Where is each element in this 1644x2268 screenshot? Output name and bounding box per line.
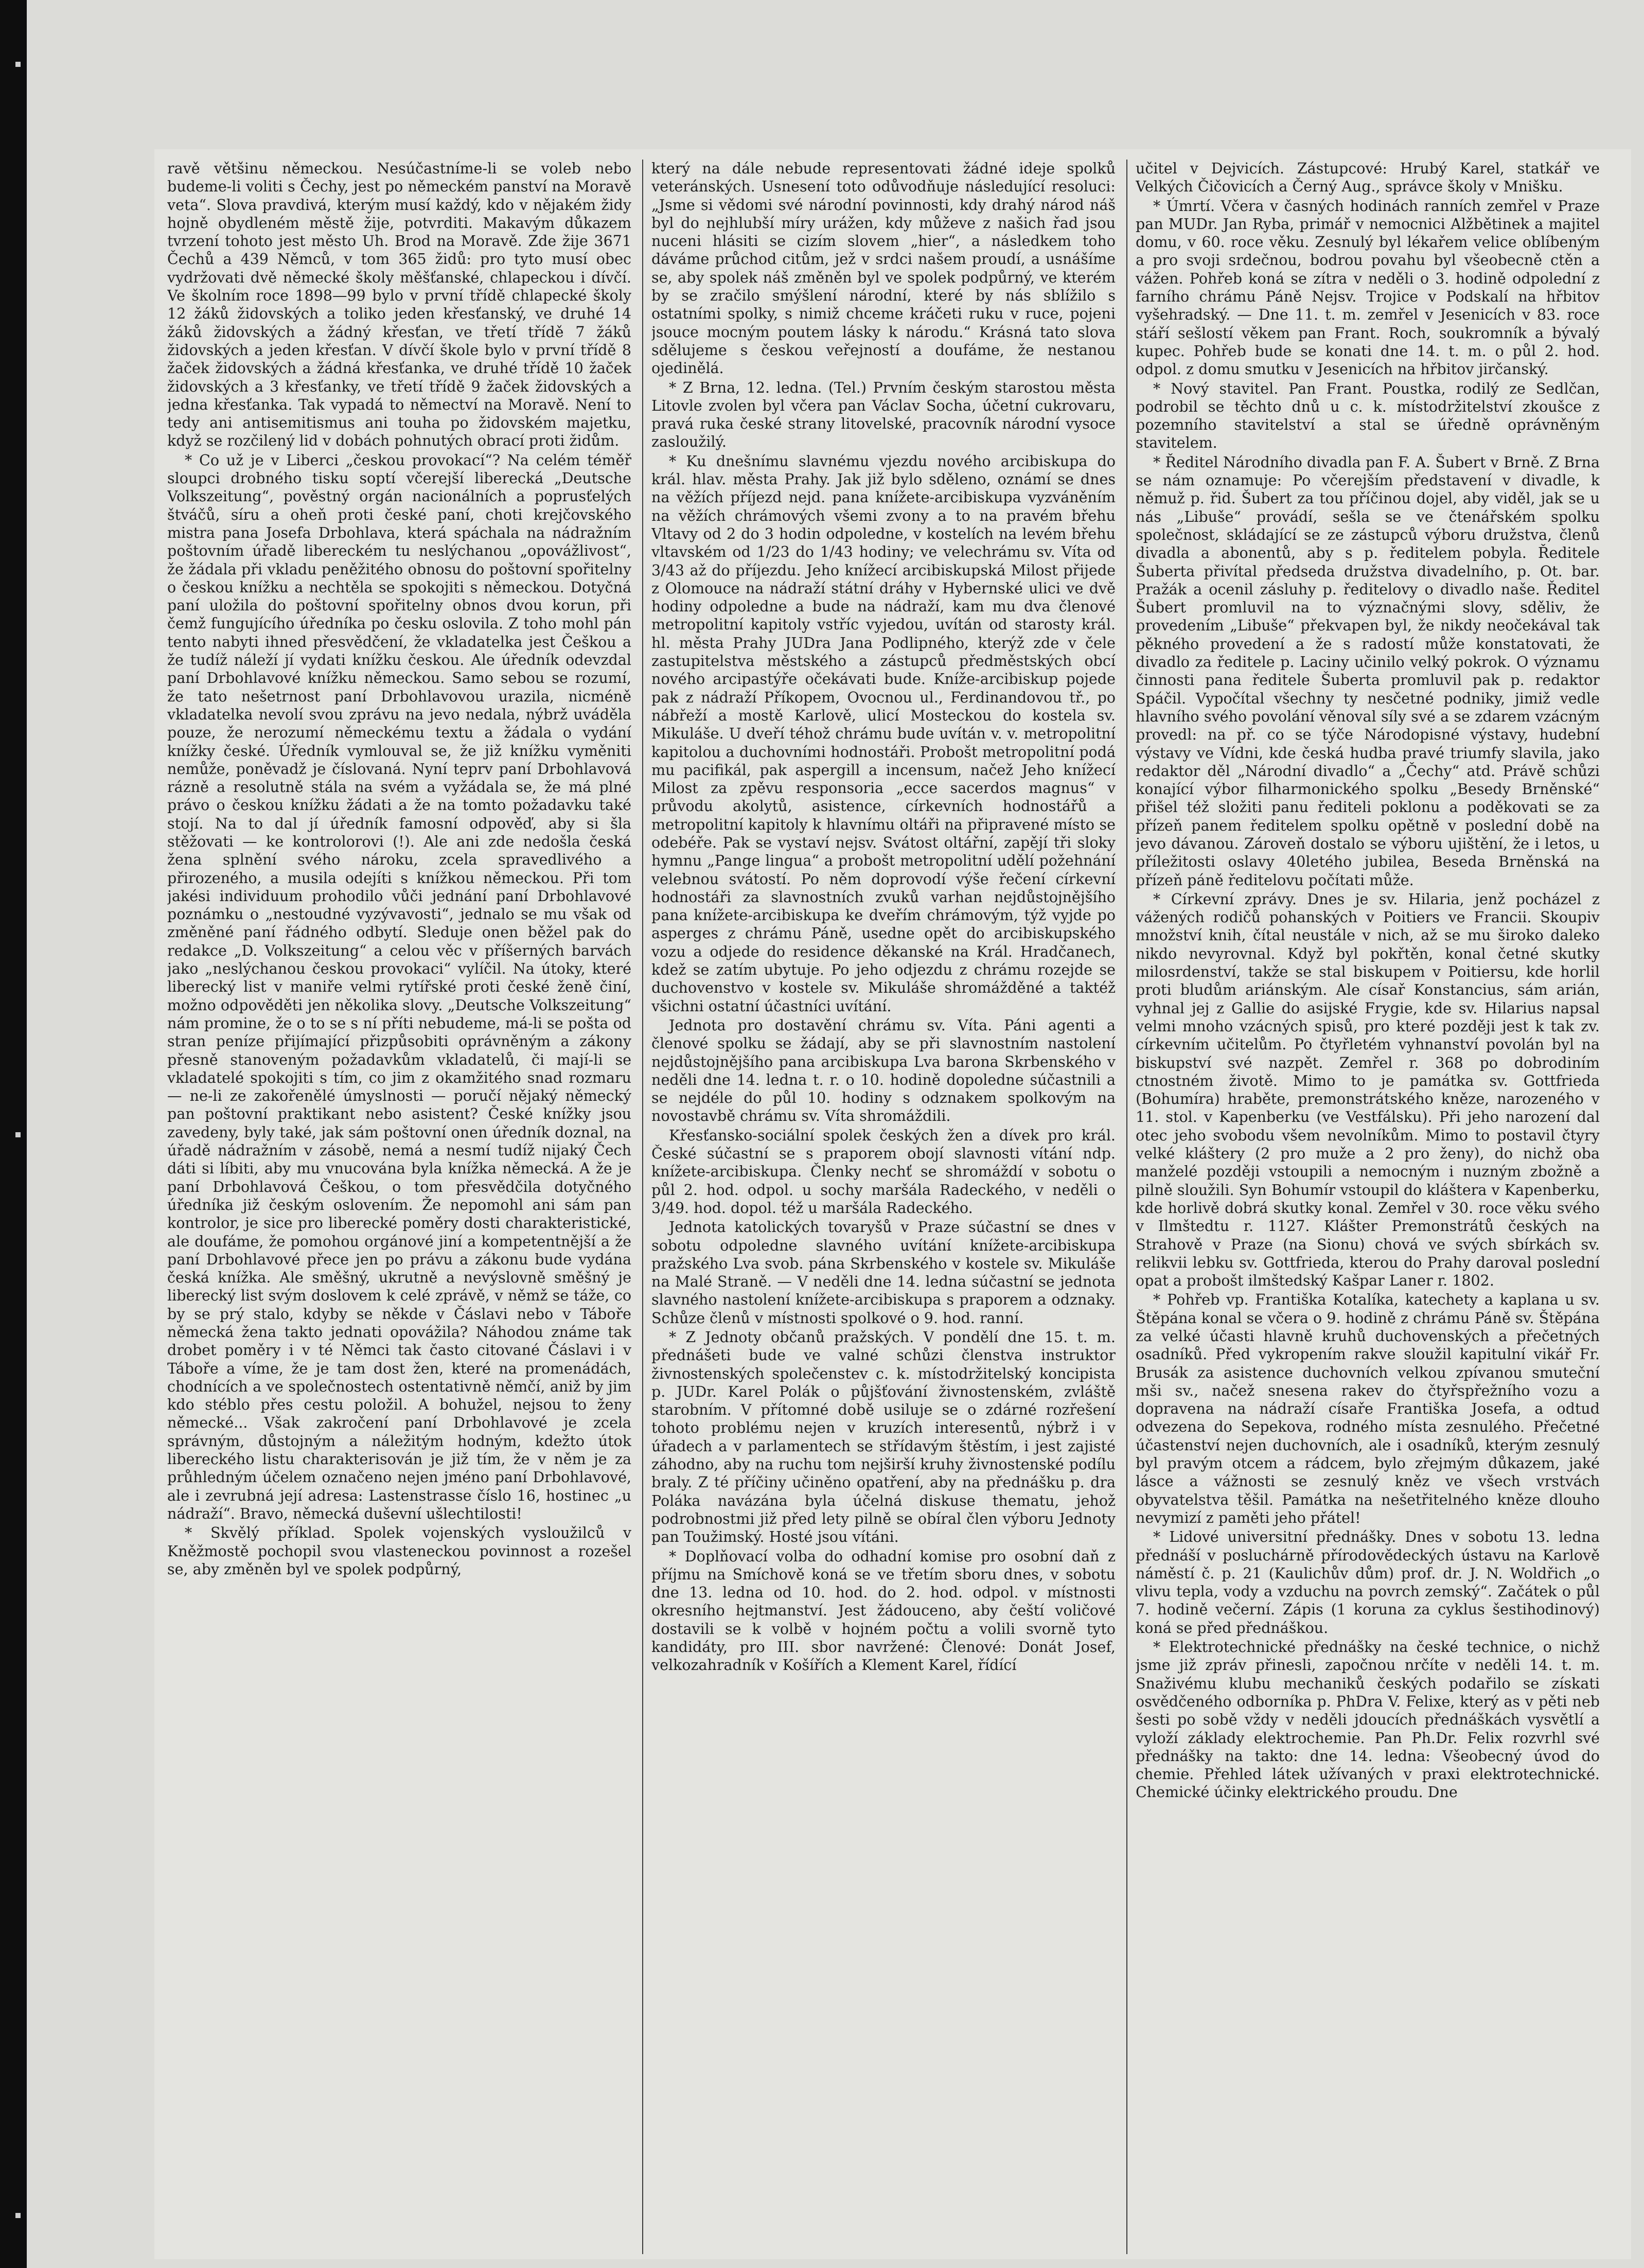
- text-column-middle: [651, 160, 1116, 2259]
- article-paragraph: ravě většinu německou. Nesúčastníme-li se voleb nebo budeme-li voliti s Čechy, jest po německém panství na Moravě veta“. Slova pravdivá, kterým musí každý, kdo v nějakém židy hojně obydleném městě žije, potvrditi. Makavým důkazem tvrzení tohoto jest město Uh. Brod na Moravě. Zde žije 3671 Čechů a 439 Němců, v tom 365 židů: pro tyto musí obec vydržovati dvě německé školy měšťanské, chlapeckou i dívčí. Ve školním roce 1898—99 bylo v první třídě chlapecké školy 12 žáků židovských a toliko jeden křesťanský, ve druhé 14 žáků židovských a žádný křesťan, ve třetí třídě 7 žáků židovských a jeden křesťan. V dívčí škole bylo v první třídě 8 žaček židovských a žádná křesťanka, ve druhé třídě 10 žaček židovských a 3 křesťanky, ve třetí třídě 9 žaček židovských a jedna křesťanka. Tak vypadá to němectví na Moravě. Není to tedy ani antisemitismus ani touha po židovském majetku, když se rozčilený lid v dobách pohnutých obrací proti židům.: [167, 160, 631, 450]
- article-paragraph: * Ředitel Národního divadla pan F. A. Šubert v Brně. Z Brna se nám oznamuje: Po včerejším představení v divadle, k němuž p. řid. Šubert za tou příčinou dojel, aby viděl, jak se u nás „Libuše“ provádí, sešla se ve čtenářském spolku společnost, skládající se ze zástupců výboru družstva, členů divadla a abonentů, aby s p. ředitelem pobyla. Ředitele Šuberta přivítal předseda družstva divadelního, p. Ot. bar. Pražák a ocenil zásluhy p. ředitelovy o divadlo naše. Ředitel Šubert promluvil na to význačnými slovy, sděliv, že provedením „Libuše“ překvapen byl, že nikdy neočekával tak pěkného provedení a že s radostí může konstatovati, že divadlo za ředitele p. Laciny učinilo velký pokrok. O významu činnosti pana ředitele Šuberta promluvil pak p. redaktor Spáčil. Vypočítal všechny ty nesčetné podniky, jimiž vedle hlavního svého povolání věnoval síly své a se zdarem vzácným provedl: na př. co se týče Národopisné výstavy, hudební výstavy ve Vídni, kde česká hudba pravé triumfy slavila, jako redaktor děl „Národní divadlo“ a „Čechy“ atd. Právě schůzi konající výbor filharmonického spolku „Besedy Brněnské“ přišel též složiti panu řediteli poklonu a poděkovati se za přízeň panem ředitelem spolku opětně v poslední době na jevo dávanou. Zároveň dostalo se výboru ujištění, že i letos, u příležitosti oslavy 40letého jubilea, Beseda Brněnská na přízeň páně ředitelovu počítati může.: [1136, 453, 1600, 889]
- article-paragraph: Jednota pro dostavění chrámu sv. Víta. Páni agenti a členové spolku se žádají, aby se při slavnostním nastolení nejdůstojnějšího pana arcibiskupa Lva barona Skrbenského v neděli dne 14. ledna t. r. o 10. hodině dopoledne súčastnili a se nejdéle do půl 10. hodiny s odznakem spolkovým na novostavbě chrámu sv. Víta shromáždili.: [651, 1016, 1116, 1125]
- article-paragraph: * Nový stavitel. Pan Frant. Poustka, rodilý ze Sedlčan, podrobil se těchto dnů u c. k. místodržitelství zkoušce z pozemního stavitelství a stal se úředně oprávněným stavitelem.: [1136, 380, 1600, 452]
- article-paragraph: * Skvělý příklad. Spolek vojenských vysloužilců v Kněžmostě pochopil svou vlasteneckou povinnost a rozešel se, aby změněn byl ve spolek podpůrný,: [167, 1524, 631, 1578]
- article-paragraph: * Elektrotechnické přednášky na české technice, o nichž jsme již zpráv přinesli, započnou nrčíte v neděli 14. t. m. Snaživému klubu mechaniků českých podařilo se získati osvědčeného odborníka p. PhDra V. Felixe, který as v pěti neb šesti po sobě vždy v neděli jdoucích přednáškách vysvětlí a vyloží základy elektrochemie. Pan Ph.Dr. Felix rozvrhl své přednášky na takto: dne 14. ledna: Všeobecný úvod do chemie. Přehled látek užívaných v praxi elektrotechnické. Chemické účinky elektrického proudu. Dne: [1136, 1639, 1600, 1801]
- article-paragraph: * Církevní zprávy. Dnes je sv. Hilaria, jenž pocházel z vážených rodičů pohanských v Poitiers ve Francii. Skoupiv množství knih, čítal neustále v nich, až se mu široko daleko nikdo nevyrovnal. Když byl pokřtěn, konal četné skutky milosrdenství, takže se stal biskupem v Poitiersu, kde horlil proti bludům ariánským. Ale císař Konstancius, sám arián, vyhnal jej z Gallie do asijské Frygie, kde sv. Hilarius napsal velmi mnoho vzácných spisů, pro které později jest k tak zv. církevním učitelům. Po čtyřletém vyhnanství povolán byl na biskupství své nazpět. Zemřel r. 368 po dobrodiním ctnostném životě. Mimo to je památka sv. Gottfrieda (Bohumíra) hraběte, premonstrátského kněze, narozeného v 11. stol. v Kapenberku (ve Vestfálsku). Při jeho narození dal otec jeho svobodu všem nevolníkům. Mimo to postavil čtyry velké kláštery (2 pro muže a 2 pro ženy), do nichž oba manželé později vstoupili a nemocným i nuzným zbožně a pilně sloužili. Syn Bohumír vstoupil do kláštera v Kapenberku, kde horlivě dobrá skutky konal. Zemřel v 30. roce věku svého v Ilmštedtu r. 1127. Klášter Premonstrátů českých na Strahově v Praze (na Sionu) chová ve svých sbírkách sv. relikvii lebku sv. Gottfrieda, kterou do Prahy daroval poslední opat a probošt ilmštedský Kašpar Laner r. 1802.: [1136, 890, 1600, 1290]
- scan-edge-mark: [15, 1132, 21, 1137]
- column-divider: [1126, 160, 1127, 2254]
- article-paragraph: * Ku dnešnímu slavnému vjezdu nového arcibiskupa do král. hlav. města Prahy. Jak již bylo sděleno, oznámí se dnes na věžích příjezd nejd. pana knížete-arcibiskupa vyzváněním na věžích chrámových všemi zvony a to na pravém břehu Vltavy od 2 do 3 hodin odpoledne, v kostelích na levém břehu vltavském od 1/23 do 1/43 hodiny; ve velechrámu sv. Víta od 3/43 až do příjezdu. Jeho knížecí arcibiskupská Milost přijede z Olomouce na nádraží státní dráhy v Hybernské ulici ve dvě hodiny odpoledne a bude na nádraží, kam mu dva členové metropolitní kapitoly vstříc vyjedou, uvítán od starosty král. hl. města Prahy JUDra Jana Podlipného, kterýž zde v čele zastupitelstva městského a zástupců předměstských obcí nového arcipastýře očekávati bude. Kníže-arcibiskup pojede pak z nádraží Příkopem, Ovocnou ul., Ferdinandovou tř., po nábřeží a mostě Karlově, ulicí Mosteckou do kostela sv. Mikuláše. U dveří téhož chrámu bude uvítán v. v. metropolitní kapitolou a duchovními hodnostáři. Probošt metropolitní podá mu pacifikál, pak aspergill a incensum, načež Jeho knížecí Milost za zpěvu responsoria „ecce sacerdos magnus“ v průvodu akolytů, asistence, církevních hodnostářů a metropolitní kapitoly k hlavnímu oltáři na připravené místo se odebéře. Pak se vystaví nejsv. Svátost oltářní, zapějí tři sloky hymnu „Pange lingua“ a probošt metropolitní udělí požehnání velebnou svátostí. Po něm doprovodí výše řečení církevní hodnostáři za slavnostních zvuků varhan nejdůstojnějšího pana knížete-arcibiskupa ke dveřím chrámovým, týž vyjde po asperges z chrámu Páně, usedne opět do arcibiskupského vozu a odjede do residence děkanské na Král. Hradčanech, kdež se zatím ubytuje. Po jeho odjezdu z chrámu rozejde se duchovenstvo v kostele sv. Mikuláše shromážděné a taktéž všichni ostatní účastníci uvítání.: [651, 452, 1116, 1015]
- article-paragraph: * Doplňovací volba do odhadní komise pro osobní daň z příjmu na Smíchově koná se ve třetím sboru dnes, v sobotu dne 13. ledna od 10. hod. do 2. hod. odpol. v místnosti okresního hejtmanství. Jest žádouceno, aby čeští voličové dostavili se k volbě v hojném počtu a volili svorně tyto kandidáty, pro III. sbor navržené: Členové: Donát Josef, velkozahradník v Košířích a Klement Karel, řídící: [651, 1548, 1116, 1674]
- article-paragraph: * Pohřeb vp. Františka Kotalíka, katechety a kaplana u sv. Štěpána konal se včera o 9. hodině z chrámu Páně sv. Štěpána za velké účasti hlavně kruhů duchovenských a přečetných osadníků. Před vykropením rakve sloužil kapitulní vikář Fr. Brusák za asistence duchovních velkou zpívanou smuteční mši sv., načež snesena rakev do čtyřspřežního vozu a dopravena na nádraží císaře Františka Josefa, a odtud odvezena do Sepekova, rodného místa zesnulého. Přečetné účastenství nejen duchovních, ale i osadníků, kterým zesnulý byl pravým otcem a rádcem, bylo zřejmým důkazem, jaké lásce a vážnosti se zesnulý kněz ve všech vrstvách obyvatelstva těšil. Památka na nešetřitelného kněze dlouho nevymizí z paměti jeho přátel!: [1136, 1291, 1600, 1526]
- article-paragraph: který na dále nebude representovati žádné ideje spolků veteránských. Usnesení toto odůvodňuje následující resoluci: „Jsme si vědomi své národní povinnosti, kdy drahý národ náš byl do nejhlubší míry urážen, kdy můževe z našich řad jsou nuceni hlásiti se cizím slovem „hier“, a následkem toho dáváme průchod citům, jež v srdci našem proudí, a usnášíme se, aby spolek náš změněn byl ve spolek podpůrný, ve kterém by se zračilo smýšlení národní, které by nás sblížilo s ostatními spolky, s nimiž chceme kráčeti ruku v ruce, pojeni jsouce mocným poutem lásky k národu.“ Krásná tato slova sdělujeme s českou veřejností a doufáme, že nestanou ojedinělá.: [651, 160, 1116, 377]
- scan-edge-mark: [15, 62, 21, 67]
- article-paragraph: Jednota katolických tovaryšů v Praze súčastní se dnes v sobotu odpoledne slavného uvítání knížete-arcibiskupa pražského Lva svob. pána Skrbenského v kostele sv. Mikuláše na Malé Straně. — V neděli dne 14. ledna súčastní se jednota slavného nastolení knížete-arcibiskupa s praporem a odznaky. Schůze členů v místnosti spolkové o 9. hod. ranní.: [651, 1219, 1116, 1327]
- article-paragraph: Křesťansko-sociální spolek českých žen a dívek pro král. České súčastní se s praporem obojí slavnosti vítání ndp. knížete-arcibiskupa. Členky nechť se shromáždí v sobotu o půl 2. hod. odpol. u sochy maršála Radeckého, v neděli o 3/49. hod. dopol. též u maršála Radeckého.: [651, 1127, 1116, 1217]
- scan-edge-strip: [0, 0, 27, 2268]
- article-paragraph: * Úmrtí. Včera v časných hodinách ranních zemřel v Praze pan MUDr. Jan Ryba, primář v nemocnici Alžbětinek a majitel domu, v 60. roce věku. Zesnulý byl lékařem velice oblíbeným a pro svoji srdečnou, bodrou povahu byl všeobecně ctěn a vážen. Pohřeb koná se zítra v neděli o 3. hodině odpolední z farního chrámu Páně Nejsv. Trojice v Podskalí na hřbitov vyšehradský. — Dne 11. t. m. zemřel v Jesenicích v 83. roce stáří sešlostí věkem pan Frant. Roch, soukromník a bývalý kupec. Pohřeb bude se konati dne 14. t. m. o půl 2. hod. odpol. z domu smutku v Jesenicích na hřbitov jirčanský.: [1136, 197, 1600, 378]
- text-column-left: [167, 160, 631, 2259]
- article-paragraph: * Z Jednoty občanů pražských. V pondělí dne 15. t. m. přednášeti bude ve valné schůzi členstva instruktor živnostenských společenstev c. k. místodržitelský koncipista p. JUDr. Karel Polák o půjšťování živnostenském, zvláště starobním. V přítomné době usiluje se o zdárné rozřešení tohoto problému nejen v kruzích interesentů, nýbrž i v úřadech a v parlamentech se střídavým štěstím, i jest zajisté záhodno, aby na ruchu tom nejširší kruhy živnostenské podílu braly. Z té příčiny učiněno opatření, aby na přednášku p. dra Poláka navázána byla účelná diskuse thematu, jehož podrobnostmi již před lety pilně se obíral člen výboru Jednoty pan Toužimský. Hosté jsou vítáni.: [651, 1329, 1116, 1546]
- article-paragraph: * Z Brna, 12. ledna. (Tel.) Prvním českým starostou města Litovle zvolen byl včera pan Václav Socha, účetní cukrovaru, pravá ruka české strany litovelské, pracovník národní vysoce zasloužilý.: [651, 379, 1116, 451]
- newspaper-page: [154, 149, 1631, 2259]
- scan-edge-mark: [15, 2213, 21, 2218]
- article-paragraph: * Co už je v Liberci „českou provokací“? Na celém téměř sloupci drobného tisku soptí včerejší liberecká „Deutsche Volkszeitung“, pověstný orgán nacionálních a poprusťelých štváčů, síru a oheň proti české paní, choti krejčovského mistra pana Josefa Drbohlava, která spáchala na nádražním poštovním úřadě libereckém tu neslýchanou „opovážlivost“, že žádala při vkladu peněžitého obnosu do poštovní spořitelny o českou knížku a nechtěla se spokojiti s německou. Dotyčná paní uložila do poštovní spořitelny obnos dvou korun, při čemž fungujícího úředníka po česku oslovila. Z toho mohl pán tento nabyti ihned přesvědčení, že vkladatelka jest Češkou a že tudíž náleží jí vydati knížku českou. Ale úředník odevzdal paní Drbohlavové knížku německou. Samo sebou se rozumí, že tato nešetrnost paní Drbohlavovou urazila, nicméně vkladatelka nevolí svou zprávu na jevo nedala, nýbrž uváděla pouze, že nerozumí německému textu a žádala o vydání knížky české. Úředník vymlouval se, že již knížku vyměniti nemůže, poněvadž je číslovaná. Nyní teprv paní Drbohlavová rázně a resolutně stála na svém a vyžádala se, že má plné právo o českou knížku žádati a že na tomto požadavku také stojí. Na to dal jí úředník famosní odpověď, aby si šla stěžovati — ke kontrolorovi (!). Ale ani zde nedošla česká žena splnění svého nároku, zcela spravedlivého a přirozeného, a musila odejíti s knížkou německou. Při tom jakési individuum prohodilo vůči jednání paní Drbohlavové poznámku o „nestoudné vyzývavosti“, jednalo se mu však od změněné paní řádného odbytí. Sleduje onen běžel pak do redakce „D. Volkszeitung“ a celou věc v příšerných barvách jako „neslýchanou českou provokaci“ vylíčil. Na útoky, které liberecký list v maniře velmi rytířské proti české ženě činí, možno odpověděti jen několika slovy. „Deutsche Volkszeitung“ nám promine, že o to se s ní příti nebudeme, má-li se pošta od stran peníze přijímající přizpůsobiti oprávněným a zákony přesně stanoveným požadavkům vkladatelů, či mají-li se vkladatelé spokojiti s tím, co jim z okamžitého snad rozmaru — ne-li ze zakořenělé úmyslnosti — poručí nějaký německý pan poštovní praktikant nebo asistent? České knížky jsou zavedeny, byly také, jak sám poštovní onen úředník doznal, na úřadě nádražním v zásobě, nemá a nesmí tudíž nijaký Čech dáti si líbiti, aby mu vnucována byla knížka německá. A že je paní Drbohlavová Češkou, o tom přesvědčila dotyčného úředníka již českým oslovením. Že nepomohl ani sám pan kontrolor, je sice pro liberecké poměry dosti charakteristické, ale doufáme, že pomohou orgánové jiní a kompetentnější a že paní Drbohlavové přece jen po právu a zákonu bude vydána česká knížka. Ale směšný, ukrutně a nevýslovně směšný je liberecký list svým doslovem k celé zprávě, v němž se táže, co by se prý stalo, kdyby se někde v Čáslavi nebo v Táboře německá žena takto jednati opovážila? Náhodou známe tak drobet poměry i v té Němci tak často citované Čáslavi i v Táboře a víme, že je tam dost žen, které na promenádách, chodnících a ve společnostech ostentativně němčí, aniž by jim kdo stéblo přes cestu položil. A bohužel, nejsou to ženy německé... Však zakročení paní Drbohlavové je zcela správným, důstojným a náležitým hodným, kdežto útok libereckého listu charakterisován je již tím, že v něm je za průhledným účelem označeno nejen jméno paní Drbohlavové, ale i zevrubná její adresa: Lastenstrasse číslo 16, hostinec „u nádraží“. Bravo, německá duševní ušlechtilosti!: [167, 451, 631, 1522]
- column-divider: [642, 160, 643, 2254]
- text-column-right: [1136, 160, 1600, 2259]
- article-paragraph: * Lidové universitní přednášky. Dnes v sobotu 13. ledna přednáší v posluchárně přírodovědeckých ústavu na Karlově náměstí č. p. 21 (Kaulichův dům) prof. dr. J. N. Woldřich „o vlivu tepla, vody a vzduchu na povrch zemský“. Začátek o půl 7. hodině večerní. Zápis (1 koruna za cyklus šestihodinový) koná se před přednáškou.: [1136, 1528, 1600, 1637]
- article-paragraph: učitel v Dejvicích. Zástupcové: Hrubý Karel, statkář ve Velkých Čičovicích a Černý Aug., správce školy v Mnišku.: [1136, 160, 1600, 196]
